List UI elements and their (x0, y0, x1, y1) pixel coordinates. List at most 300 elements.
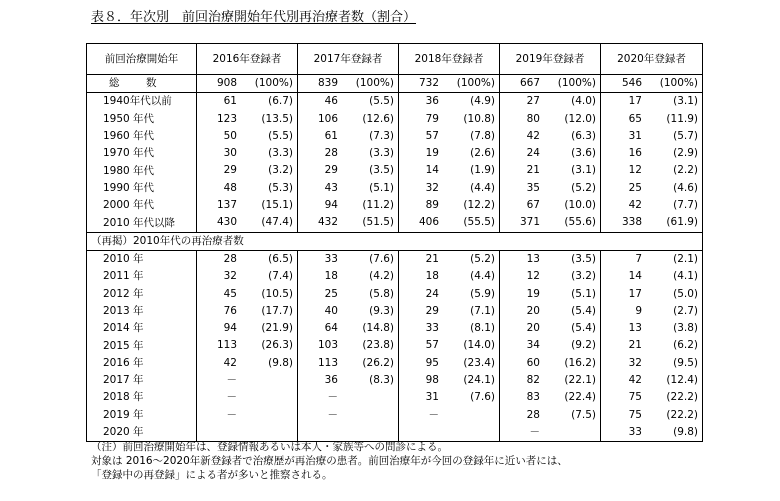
value-cell (399, 286, 500, 303)
count-value: 667 (519, 77, 540, 89)
row-label: 1990 年代 (87, 180, 197, 197)
value-cell (399, 268, 500, 285)
value-cell (601, 389, 703, 406)
value-cell (399, 320, 500, 337)
percent-value: (7.3) (369, 129, 394, 142)
row-label: 1980 年代 (87, 162, 197, 179)
row-label: 2012 年 (87, 286, 197, 303)
value-cell (601, 180, 703, 197)
value-cell (298, 407, 399, 424)
value-cell (197, 355, 298, 372)
percent-value: (22.2) (666, 408, 698, 421)
footnote-line: 「登録中の再登録」による者が多いと推察される。 (91, 469, 333, 481)
row-label: 2013 年 (87, 303, 197, 320)
count-value: 14 (425, 164, 439, 177)
value-cell (601, 75, 703, 93)
count-value: 546 (621, 77, 642, 89)
percent-value: (26.3) (261, 339, 293, 352)
column-header: 2020年登録者 (601, 44, 703, 75)
subsection-row (87, 232, 703, 250)
value-cell (197, 214, 298, 232)
percent-value: (5.3) (268, 181, 293, 194)
row-label: 1940年代以前 (87, 93, 197, 111)
dash-value: － (529, 425, 540, 438)
percent-value: (7.7) (673, 199, 698, 212)
value-cell (500, 214, 601, 232)
row-label: 1970 年代 (87, 145, 197, 162)
value-cell (197, 93, 298, 111)
value-cell (601, 268, 703, 285)
value-cell (399, 75, 500, 93)
value-cell (298, 250, 399, 268)
value-cell (500, 250, 601, 268)
value-cell (500, 128, 601, 145)
percent-value: (23.4) (463, 356, 495, 369)
value-cell (500, 180, 601, 197)
count-value: 13 (526, 252, 540, 265)
percent-value: (5.0) (673, 287, 698, 300)
percent-value: (5.4) (571, 304, 596, 317)
count-value: 12 (628, 164, 642, 177)
count-value: 732 (418, 77, 439, 89)
count-value: 24 (526, 147, 540, 160)
value-cell (500, 372, 601, 389)
percent-value: (13.5) (261, 112, 293, 125)
table-row (87, 214, 703, 232)
value-cell (298, 128, 399, 145)
percent-value: (12.0) (564, 112, 596, 125)
table-row (87, 389, 703, 406)
percent-value: (7.8) (470, 129, 495, 142)
table-row (87, 407, 703, 424)
percent-value: (5.9) (470, 287, 495, 300)
count-value: 338 (621, 216, 642, 229)
percent-value: (24.1) (463, 374, 495, 387)
percent-value: (8.3) (369, 374, 394, 387)
row-label: 2010 年 (87, 250, 197, 268)
value-cell (399, 389, 500, 406)
value-cell (197, 286, 298, 303)
count-value: 42 (223, 356, 237, 369)
value-cell (197, 337, 298, 354)
row-label: 2019 年 (87, 407, 197, 424)
count-value: 60 (526, 356, 540, 369)
percent-value: (55.6) (564, 216, 596, 229)
value-cell (197, 389, 298, 406)
count-value: 32 (223, 270, 237, 283)
count-value: 36 (425, 95, 439, 108)
count-value: 31 (425, 391, 439, 404)
value-cell (500, 303, 601, 320)
count-value: 908 (216, 77, 237, 89)
percent-value: (2.1) (673, 252, 698, 265)
count-value: 42 (628, 374, 642, 387)
percent-value: (5.5) (268, 129, 293, 142)
percent-value: (3.3) (369, 147, 394, 160)
value-cell (500, 111, 601, 128)
count-value: 21 (628, 339, 642, 352)
count-value: 21 (526, 164, 540, 177)
percent-value: (23.8) (362, 339, 394, 352)
row-label: 2014 年 (87, 320, 197, 337)
dash-value: － (226, 374, 237, 387)
value-cell (298, 93, 399, 111)
count-value: 89 (425, 199, 439, 212)
page-title: 表８．年次別 前回治療開始年代別再治療者数（割合） (91, 10, 417, 25)
count-value: 40 (324, 304, 338, 317)
column-header: 2017年登録者 (298, 44, 399, 75)
value-cell (500, 268, 601, 285)
value-cell (197, 145, 298, 162)
percent-value: (14.8) (362, 322, 394, 335)
value-cell (298, 337, 399, 354)
count-value: 19 (526, 287, 540, 300)
percent-value: (22.4) (564, 391, 596, 404)
value-cell (399, 355, 500, 372)
value-cell (500, 145, 601, 162)
value-cell (399, 128, 500, 145)
percent-value: (3.5) (571, 252, 596, 265)
row-label: 2011 年 (87, 268, 197, 285)
percent-value: (9.8) (673, 425, 698, 438)
count-value: 34 (526, 339, 540, 352)
percent-value: (11.2) (362, 199, 394, 212)
count-value: 430 (216, 216, 237, 229)
count-value: 28 (223, 252, 237, 265)
count-value: 50 (223, 129, 237, 142)
row-label: 2000 年代 (87, 197, 197, 214)
count-value: 106 (317, 112, 338, 125)
header-row (87, 44, 703, 75)
count-value: 7 (635, 252, 642, 265)
count-value: 43 (324, 181, 338, 194)
value-cell (601, 197, 703, 214)
count-value: 32 (425, 181, 439, 194)
value-cell (601, 162, 703, 179)
percent-value: (14.0) (463, 339, 495, 352)
count-value: 406 (418, 216, 439, 229)
count-value: 94 (223, 322, 237, 335)
column-header: 前回治療開始年 (87, 44, 197, 75)
percent-value: (6.3) (571, 129, 596, 142)
count-value: 21 (425, 252, 439, 265)
dash-value: － (226, 391, 237, 404)
count-value: 13 (628, 322, 642, 335)
count-value: 18 (324, 270, 338, 283)
value-cell (500, 197, 601, 214)
count-value: 33 (324, 252, 338, 265)
count-value: 29 (223, 164, 237, 177)
percent-value: (4.6) (673, 181, 698, 194)
percent-value: (7.6) (369, 252, 394, 265)
table-row (87, 197, 703, 214)
value-cell (298, 286, 399, 303)
value-cell (601, 214, 703, 232)
count-value: 46 (324, 95, 338, 108)
count-value: 76 (223, 304, 237, 317)
percent-value: (9.8) (268, 356, 293, 369)
percent-value: (2.2) (673, 164, 698, 177)
dash-value: － (327, 391, 338, 404)
row-label: 総 数 (87, 75, 197, 93)
count-value: 137 (216, 199, 237, 212)
table-row (87, 250, 703, 268)
percent-value: (9.5) (673, 356, 698, 369)
percent-value: (16.2) (564, 356, 596, 369)
value-cell (601, 111, 703, 128)
count-value: 82 (526, 374, 540, 387)
column-header: 2019年登録者 (500, 44, 601, 75)
count-value: 61 (223, 95, 237, 108)
percent-value: (6.2) (673, 339, 698, 352)
value-cell (601, 424, 703, 442)
value-cell (197, 250, 298, 268)
count-value: 371 (519, 216, 540, 229)
value-cell (399, 162, 500, 179)
value-cell (601, 407, 703, 424)
count-value: 20 (526, 322, 540, 335)
percent-value: (3.3) (268, 147, 293, 160)
percent-value: (5.1) (571, 287, 596, 300)
percent-value: (4.1) (673, 270, 698, 283)
table-row (87, 180, 703, 197)
value-cell (298, 162, 399, 179)
percent-value: (3.6) (571, 147, 596, 160)
value-cell (500, 355, 601, 372)
value-cell (298, 75, 399, 93)
value-cell (601, 286, 703, 303)
percent-value: (21.9) (261, 322, 293, 335)
value-cell (500, 337, 601, 354)
percent-value: (5.8) (369, 287, 394, 300)
dash-value: － (226, 408, 237, 421)
percent-value: (7.4) (268, 270, 293, 283)
percent-value: (10.5) (261, 287, 293, 300)
value-cell (399, 214, 500, 232)
value-cell (197, 180, 298, 197)
percent-value: (7.5) (571, 408, 596, 421)
percent-value: (12.2) (463, 199, 495, 212)
percent-value: (1.9) (470, 164, 495, 177)
count-value: 16 (628, 147, 642, 160)
value-cell (197, 407, 298, 424)
value-cell (197, 128, 298, 145)
percent-value: (17.7) (261, 304, 293, 317)
count-value: 65 (628, 112, 642, 125)
value-cell (500, 93, 601, 111)
percent-value: (5.7) (673, 129, 698, 142)
value-cell (601, 372, 703, 389)
count-value: 83 (526, 391, 540, 404)
table-row (87, 111, 703, 128)
value-cell (601, 320, 703, 337)
percent-value: (100%) (557, 77, 596, 89)
percent-value: (100%) (659, 77, 698, 89)
value-cell (399, 180, 500, 197)
percent-value: (51.5) (362, 216, 394, 229)
dash-value: － (327, 408, 338, 421)
value-cell (500, 75, 601, 93)
count-value: 48 (223, 181, 237, 194)
count-value: 32 (628, 356, 642, 369)
percent-value: (5.5) (369, 95, 394, 108)
value-cell (298, 303, 399, 320)
value-cell (197, 320, 298, 337)
percent-value: (47.4) (261, 216, 293, 229)
value-cell (399, 250, 500, 268)
value-cell (399, 372, 500, 389)
count-value: 25 (324, 287, 338, 300)
value-cell (399, 337, 500, 354)
count-value: 61 (324, 129, 338, 142)
value-cell (197, 75, 298, 93)
value-cell (399, 93, 500, 111)
percent-value: (12.4) (666, 374, 698, 387)
value-cell (298, 111, 399, 128)
count-value: 75 (628, 391, 642, 404)
count-value: 29 (425, 304, 439, 317)
count-value: 95 (425, 356, 439, 369)
count-value: 19 (425, 147, 439, 160)
count-value: 45 (223, 287, 237, 300)
value-cell (500, 320, 601, 337)
table-row (87, 145, 703, 162)
value-cell (601, 337, 703, 354)
percent-value: (12.6) (362, 112, 394, 125)
value-cell (298, 389, 399, 406)
value-cell (298, 145, 399, 162)
count-value: 42 (628, 199, 642, 212)
value-cell (399, 111, 500, 128)
table-row (87, 268, 703, 285)
percent-value: (4.4) (470, 181, 495, 194)
value-cell (500, 407, 601, 424)
count-value: 42 (526, 129, 540, 142)
row-label: 2010 年代以降 (87, 214, 197, 232)
value-cell (298, 355, 399, 372)
row-label: 2018 年 (87, 389, 197, 406)
percent-value: (6.5) (268, 252, 293, 265)
percent-value: (8.1) (470, 322, 495, 335)
percent-value: (10.0) (564, 199, 596, 212)
percent-value: (7.1) (470, 304, 495, 317)
table-row (87, 128, 703, 145)
table-row (87, 93, 703, 111)
value-cell (601, 303, 703, 320)
row-label: 1950 年代 (87, 111, 197, 128)
table-row (87, 75, 703, 93)
count-value: 9 (635, 304, 642, 317)
value-cell (601, 128, 703, 145)
percent-value: (5.2) (470, 252, 495, 265)
value-cell (601, 355, 703, 372)
value-cell (197, 372, 298, 389)
percent-value: (61.9) (666, 216, 698, 229)
percent-value: (5.2) (571, 181, 596, 194)
percent-value: (6.7) (268, 95, 293, 108)
percent-value: (2.7) (673, 304, 698, 317)
count-value: 27 (526, 95, 540, 108)
count-value: 25 (628, 181, 642, 194)
count-value: 12 (526, 270, 540, 283)
percent-value: (22.1) (564, 374, 596, 387)
percent-value: (3.8) (673, 322, 698, 335)
percent-value: (9.2) (571, 339, 596, 352)
count-value: 103 (317, 339, 338, 352)
percent-value: (5.4) (571, 322, 596, 335)
percent-value: (26.2) (362, 356, 394, 369)
count-value: 79 (425, 112, 439, 125)
count-value: 75 (628, 408, 642, 421)
count-value: 80 (526, 112, 540, 125)
value-cell (197, 111, 298, 128)
value-cell (197, 162, 298, 179)
column-header: 2016年登録者 (197, 44, 298, 75)
percent-value: (55.5) (463, 216, 495, 229)
row-label: 2016 年 (87, 355, 197, 372)
table-row (87, 355, 703, 372)
count-value: 33 (628, 425, 642, 438)
percent-value: (3.1) (673, 95, 698, 108)
percent-value: (10.8) (463, 112, 495, 125)
table-row (87, 286, 703, 303)
count-value: 113 (216, 339, 237, 352)
value-cell (399, 145, 500, 162)
value-cell (197, 303, 298, 320)
column-header: 2018年登録者 (399, 44, 500, 75)
footnote-line: （注）前回治療開始年は、登録情報あるいは本人・家族等への問診による。 (91, 441, 448, 453)
count-value: 35 (526, 181, 540, 194)
value-cell (399, 197, 500, 214)
count-value: 432 (317, 216, 338, 229)
count-value: 24 (425, 287, 439, 300)
value-cell (298, 268, 399, 285)
percent-value: (4.0) (571, 95, 596, 108)
value-cell (500, 389, 601, 406)
percent-value: (4.2) (369, 270, 394, 283)
value-cell (298, 214, 399, 232)
row-label: 2015 年 (87, 337, 197, 354)
row-label: 1960 年代 (87, 128, 197, 145)
percent-value: (22.2) (666, 391, 698, 404)
percent-value: (11.9) (666, 112, 698, 125)
value-cell (298, 197, 399, 214)
value-cell (197, 268, 298, 285)
table-row (87, 337, 703, 354)
percent-value: (5.1) (369, 181, 394, 194)
count-value: 28 (526, 408, 540, 421)
row-label: 2020 年 (87, 424, 197, 442)
dash-value: － (428, 408, 439, 421)
percent-value: (100%) (355, 77, 394, 89)
count-value: 67 (526, 199, 540, 212)
count-value: 29 (324, 164, 338, 177)
table-row (87, 162, 703, 179)
count-value: 33 (425, 322, 439, 335)
value-cell (399, 407, 500, 424)
value-cell (500, 286, 601, 303)
subsection-label: （再掲）2010年代の再治療者数 (87, 232, 703, 250)
count-value: 18 (425, 270, 439, 283)
percent-value: (4.4) (470, 270, 495, 283)
value-cell (197, 197, 298, 214)
value-cell (601, 145, 703, 162)
percent-value: (2.6) (470, 147, 495, 160)
footnote-line: 対象は 2016～2020年新登録者で治療歴が再治療の患者。前回治療年が今回の登録年に近い者には、 (91, 455, 568, 467)
percent-value: (3.1) (571, 164, 596, 177)
table-row (87, 372, 703, 389)
count-value: 839 (317, 77, 338, 89)
